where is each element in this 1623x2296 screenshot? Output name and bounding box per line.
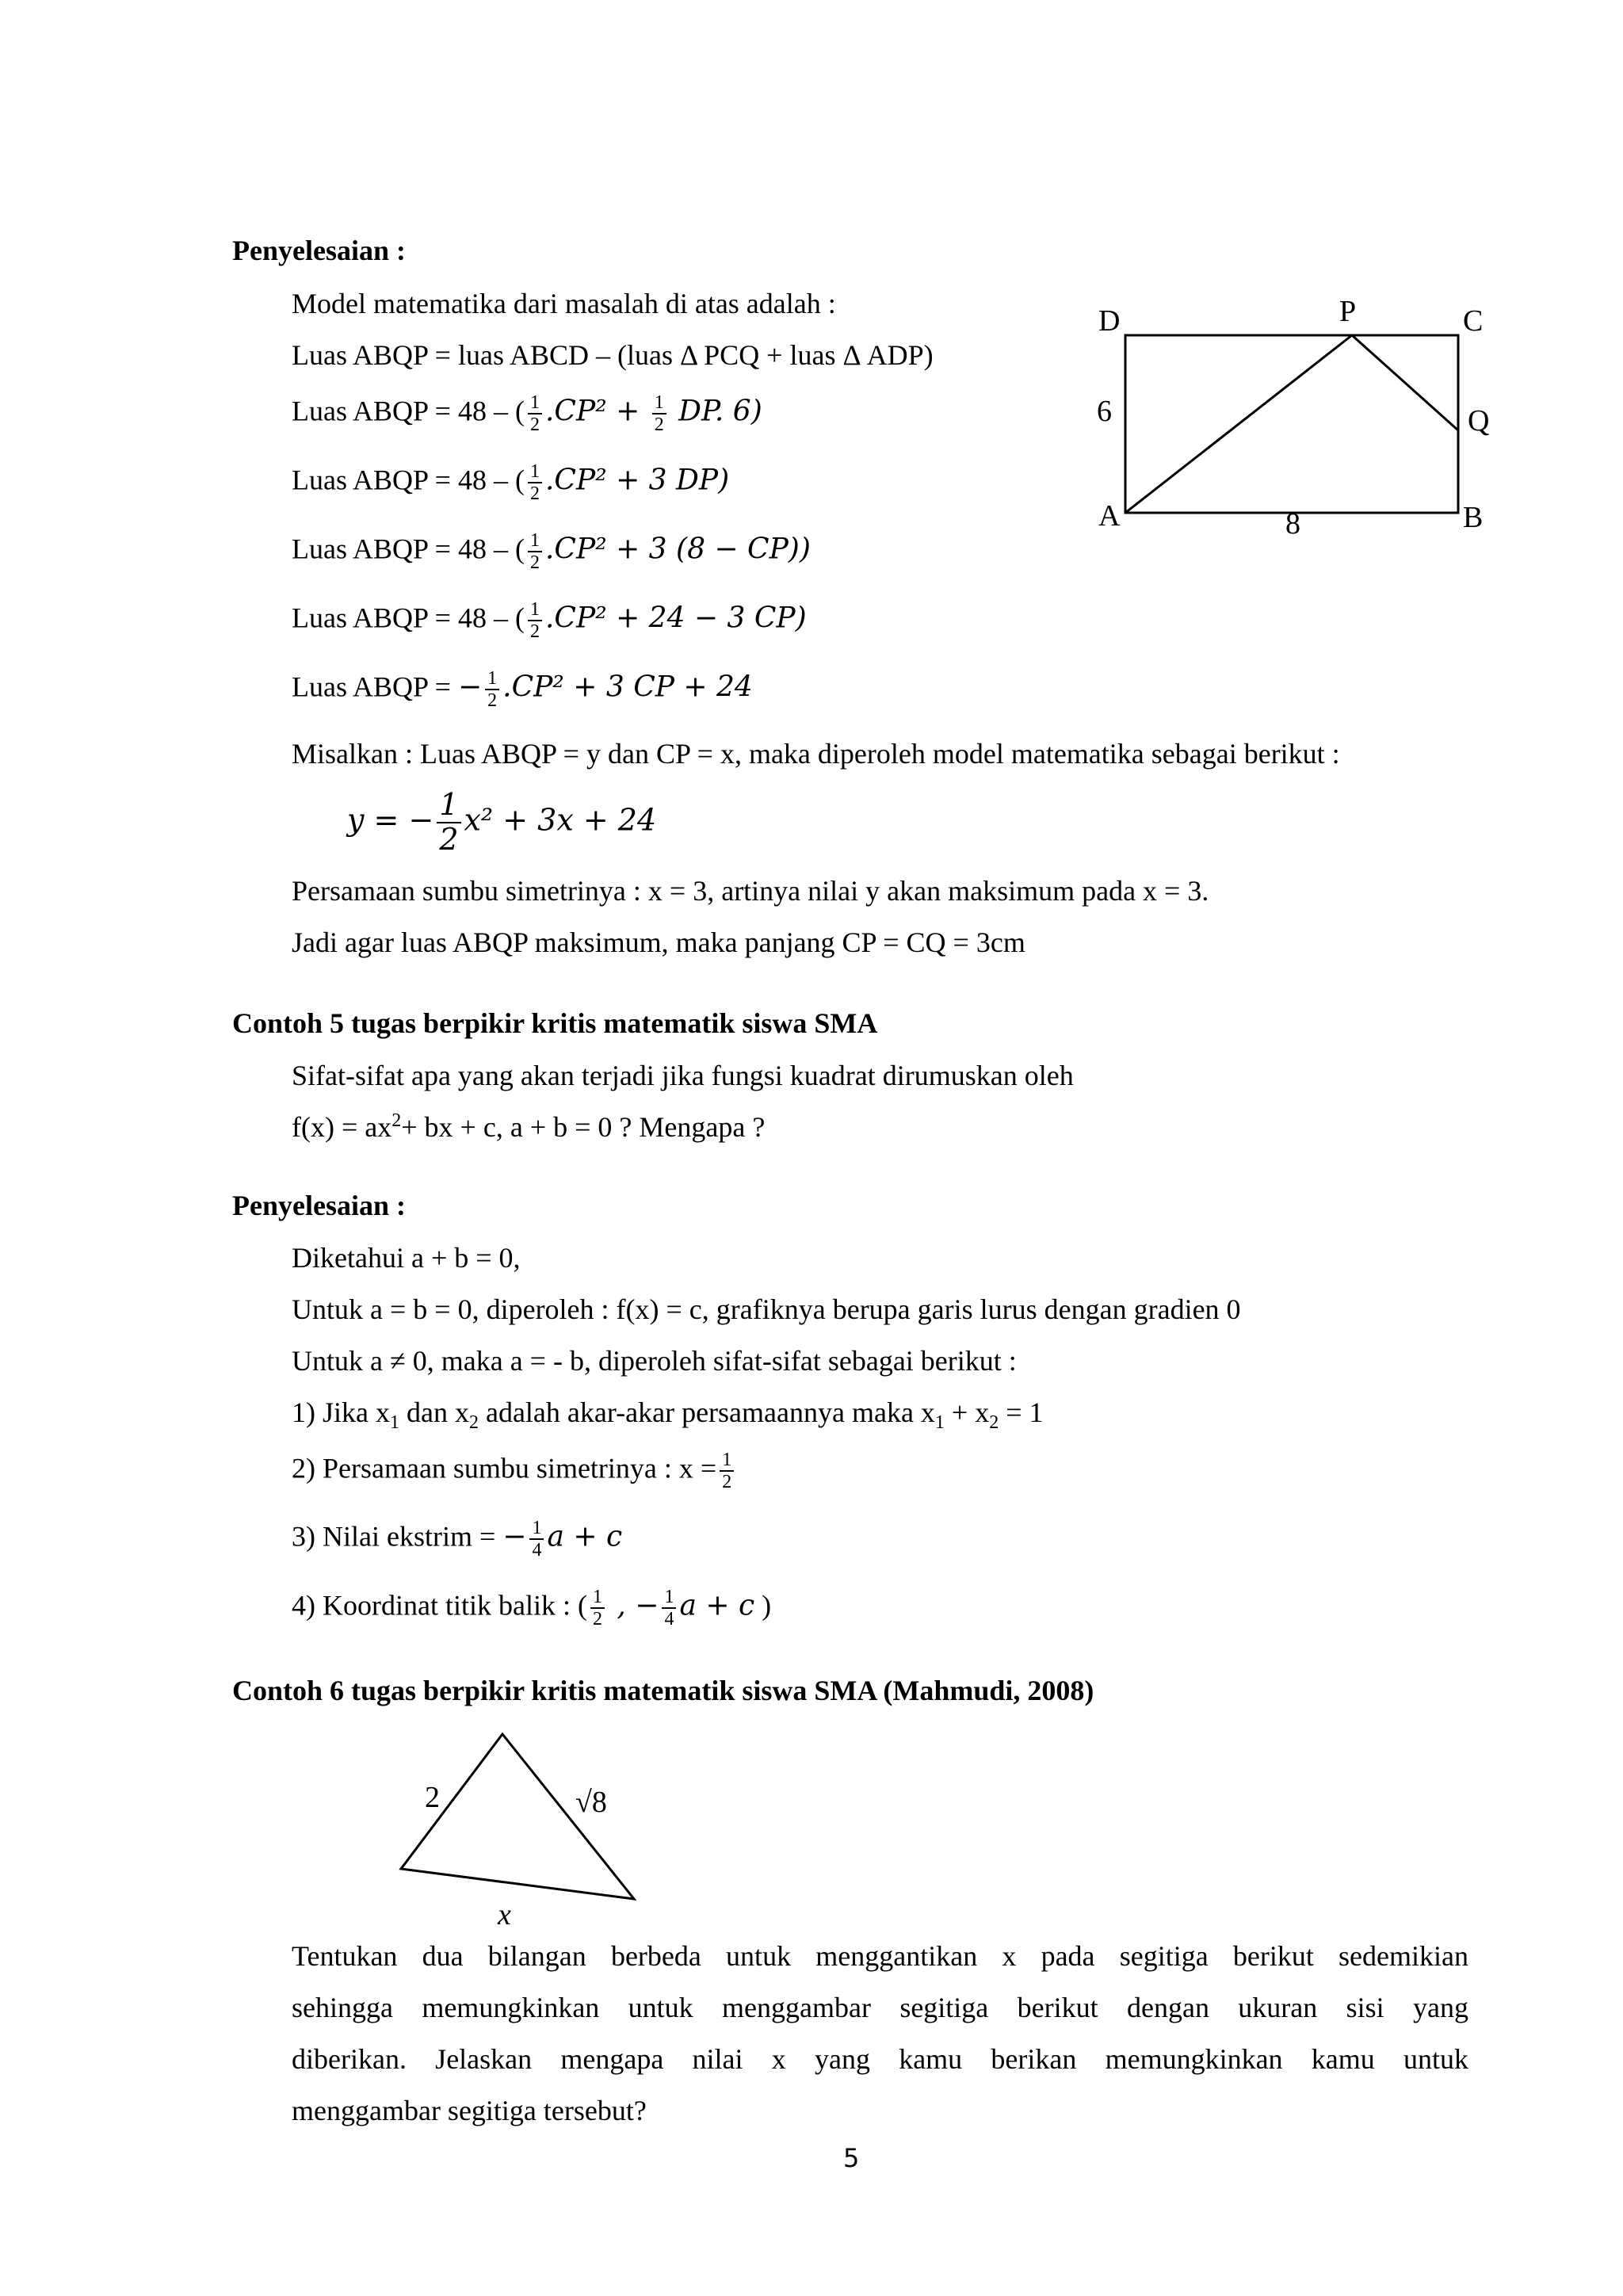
step-expression: .CP² +	[544, 395, 649, 428]
quadratic-model: y = − $\frac{1}{2}$ x² + 3x + 24	[347, 787, 657, 857]
label-q: Q	[1468, 404, 1490, 437]
segment-ap	[1125, 335, 1352, 513]
step-label: Luas ABQP = 48 – (	[292, 602, 525, 634]
step-label: Luas ABQP = 48 – (	[292, 533, 525, 565]
label-side-x: x	[498, 1898, 511, 1931]
fraction-half: $\frac{1}{2}$	[720, 1450, 734, 1493]
fraction-half: $\frac{1}{2}$	[528, 530, 542, 574]
label-a: A	[1098, 499, 1121, 533]
rectangle-figure	[1078, 297, 1506, 543]
property-item-4: 4) Koordinat titik balik : ( $\frac{1}{2}$ , − $\frac{1}{4}$ a + c )	[292, 1587, 772, 1630]
fraction-half: $\frac{1}{2}$	[485, 668, 499, 712]
contoh6-paragraph-line4: menggambar segitiga tersebut?	[292, 2095, 647, 2126]
step-expression: .CP² + 3 DP)	[544, 464, 730, 497]
property-item-1: 1) Jika $x_1$ dan $x_2$ adalah akar-akar persamaannya maka $x_1 + x_2 = 1$	[292, 1396, 1044, 1434]
step-1	[292, 392, 762, 436]
section-heading-penyelesaian: Penyelesaian :	[232, 1190, 406, 1221]
case-nonzero-text: Untuk a ≠ 0, maka a = - b, diperoleh sifat-sifat sebagai berikut :	[292, 1345, 1017, 1377]
step-expression: .CP² + 3 CP + 24	[502, 670, 753, 704]
minus-sign: −	[458, 670, 483, 704]
section-heading-contoh-5: Contoh 5 tugas berpikir kritis matematik siswa SMA	[232, 1007, 878, 1039]
contoh6-paragraph-line3: diberikan. Jelaskan mengapa nilai x yang kamu berikan memungkinkan kamu untuk	[292, 2043, 1468, 2075]
misalkan-text: Misalkan : Luas ABQP = y dan CP = x, maka diperoleh model matematika sebagai berikut :	[292, 738, 1340, 770]
label-c: C	[1463, 304, 1484, 338]
step-label: Luas ABQP =	[292, 670, 458, 703]
contoh6-paragraph-line2: sehingga memungkinkan untuk menggambar segitiga berikut dengan ukuran sisi yang	[292, 1992, 1468, 2023]
label-side-2: 2	[425, 1781, 440, 1814]
label-b: B	[1463, 501, 1484, 534]
contoh6-paragraph-line1: Tentukan dua bilangan berbeda untuk menggantikan x pada segitiga berikut sedemikian	[292, 1940, 1468, 1972]
fraction-half: $\frac{1}{2}$	[528, 392, 542, 436]
section-heading-penyelesaian: Penyelesaian :	[232, 235, 406, 266]
label-side-6: 6	[1097, 395, 1112, 428]
area-equation: Luas ABQP = luas ABCD – (luas Δ PCQ + luas Δ ADP)	[292, 339, 934, 371]
property-item-3: 3) Nilai ekstrim = − $\frac{1}{4}$ a + c	[292, 1518, 623, 1561]
diketahui-text: Diketahui a + b = 0,	[292, 1242, 521, 1274]
case-zero-text: Untuk a = b = 0, diperoleh : f(x) = c, grafiknya berupa garis lurus dengan gradien 0	[292, 1293, 1241, 1325]
fraction-half: $\frac{1}{2}$	[437, 789, 460, 857]
symmetry-text: Persamaan sumbu simetrinya : x = 3, artinya nilai y akan maksimum pada x = 3.	[292, 875, 1209, 907]
label-side-sqrt8: √8	[575, 1786, 607, 1819]
rectangle-abcd	[1125, 335, 1458, 513]
step-3	[292, 530, 811, 574]
property-item-2: 2) Persamaan sumbu simetrinya : x = $\frac{1}{2}$	[292, 1450, 737, 1493]
step-2	[292, 461, 729, 505]
fraction-half: $\frac{1}{2}$	[528, 599, 542, 643]
conclusion-text: Jadi agar luas ABQP maksimum, maka panjang CP = CQ = 3cm	[292, 926, 1025, 958]
segment-pq	[1352, 335, 1458, 430]
step-final	[292, 668, 753, 712]
step-label: Luas ABQP = 48 – (	[292, 395, 525, 427]
step-4	[292, 599, 807, 643]
contoh5-question-line1: Sifat-sifat apa yang akan terjadi jika fungsi kuadrat dirumuskan oleh	[292, 1060, 1074, 1091]
fraction-quarter: $\frac{1}{4}$	[529, 1518, 544, 1561]
step-expression-tail: DP. 6)	[669, 395, 762, 428]
step-expression: .CP² + 3 (8 − CP))	[544, 533, 811, 566]
section-heading-contoh-6: Contoh 6 tugas berpikir kritis matematik siswa SMA (Mahmudi, 2008)	[232, 1675, 1094, 1706]
fraction-half: $\frac{1}{2}$	[590, 1587, 605, 1630]
fraction-half: $\frac{1}{2}$	[528, 461, 542, 505]
fraction-quarter: $\frac{1}{4}$	[662, 1587, 676, 1630]
step-expression: .CP² + 24 − 3 CP)	[544, 602, 807, 635]
contoh5-question-line2: $f(x) = ax^2+$ bx + c, a + b = 0 ? Mengapa ?	[292, 1110, 766, 1143]
fraction-half: $\frac{1}{2}$	[652, 392, 666, 436]
label-p: P	[1339, 297, 1357, 328]
step-label: Luas ABQP = 48 – (	[292, 464, 525, 496]
label-d: D	[1098, 304, 1121, 338]
page-number: 5	[843, 2143, 860, 2173]
model-intro-text: Model matematika dari masalah di atas adalah :	[292, 288, 836, 319]
label-side-8: 8	[1285, 507, 1300, 541]
triangle-figure	[388, 1720, 658, 1934]
